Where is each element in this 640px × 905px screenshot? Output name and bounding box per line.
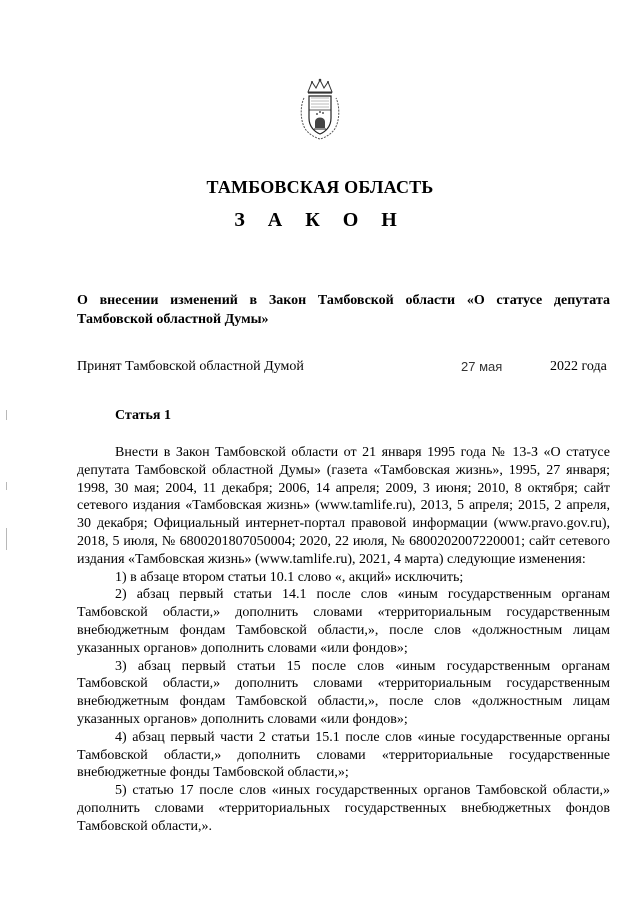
article-heading: Статья 1 <box>115 408 171 423</box>
adoption-line <box>77 359 610 379</box>
law-subject: О внесении изменений в Закон Тамбовской области «О статусе депутата Тамбовской областной Думы» <box>77 293 610 327</box>
adoption-year: 2022 года <box>550 359 607 374</box>
tambov-coat-of-arms-icon <box>298 78 342 140</box>
amendment-item: 3) абзац первый статьи 15 после слов «иным государственным органам Тамбовской области,» дополнить словами «территориальным государственным внебюджетным фондам Тамбовской области,», после слов «должностным лицам указанных органов» дополнить словами «или фондов»; <box>77 658 610 727</box>
region-title: ТАМБОВСКАЯ ОБЛАСТЬ <box>206 177 434 197</box>
adoption-date: 27 мая <box>461 359 503 374</box>
amendment-item: 5) статью 17 после слов «иных государственных органов Тамбовской области,» дополнить словами «территориальных государственных внебюджетных фондов Тамбовской области,». <box>77 783 610 834</box>
amendment-item: 2) абзац первый статьи 14.1 после слов «иным государственным органам Тамбовской области,» дополнить словами «территориальным государственным внебюджетным фондам Тамбовской области,», после слов «должностным лицам указанных органов» дополнить словами «или фондов»; <box>77 587 610 656</box>
article-intro-paragraph: Внести в Закон Тамбовской области от 21 января 1995 года № 13-З «О статусе депутата Тамбовской областной Думы» (газета «Тамбовская жизнь», 1995, 27 января; 1998, 30 мая; 2004, 11 декабря; 2006, 14 апреля; 2009, 3 июня; 2010, 8 октября; сайт сетевого издания «Тамбовская жизнь» (www.tamlife.ru), 2013, 5 апреля; 2015, 2 апреля, 30 декабря; Официальный интернет-портал правовой информации (www.pravo.gov.ru), 2018, 5 июля, № 6800201807050004; 2020, 22 июля, № 6800202007220001; сайт сетевого издания «Тамбовская жизнь» (www.tamlife.ru), 2021, 4 марта) следующие изменения: <box>77 445 610 567</box>
amendment-item: 4) абзац первый части 2 статьи 15.1 после слов «иные государственные органы Тамбовской области,» дополнить словами «территориальные государственные внебюджетные фонды Тамбовской области,»; <box>77 729 610 781</box>
document-type-title: З А К О Н <box>234 209 406 231</box>
scan-margin-mark <box>6 410 7 420</box>
scan-margin-mark <box>6 528 7 550</box>
amendment-item: 1) в абзаце втором статьи 10.1 слово «, акций» исключить; <box>115 569 464 585</box>
adopted-by-text: Принят Тамбовской областной Думой <box>77 359 304 374</box>
scan-margin-mark <box>6 482 7 490</box>
article-body <box>77 444 610 836</box>
